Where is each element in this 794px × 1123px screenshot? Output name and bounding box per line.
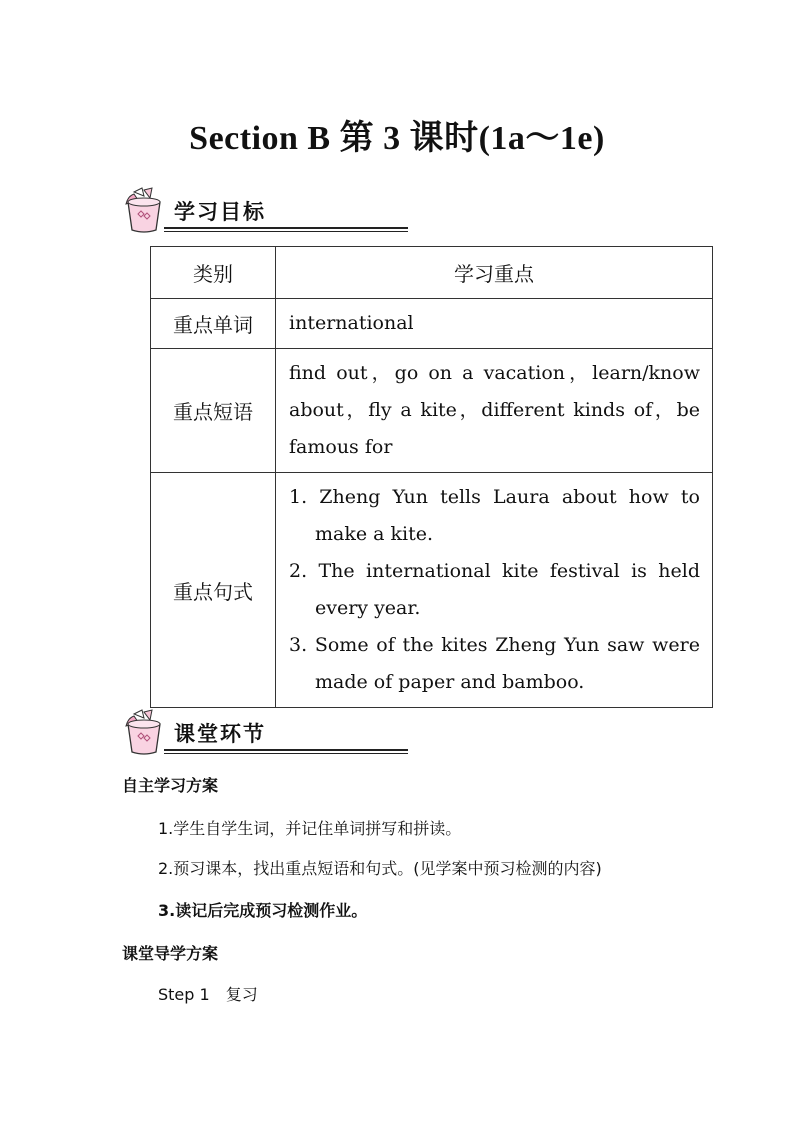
column-header-category: 类别	[151, 247, 276, 299]
section-header-classroom	[118, 708, 298, 758]
self-study-heading: 自主学习方案	[122, 776, 219, 795]
step-label: Step 1 复习	[158, 985, 258, 1004]
list-item: 3. Some of the kites Zheng Yun saw were made of paper and bamboo.	[289, 634, 700, 693]
page-title: Section B 第 3 课时(1a～1e)	[189, 120, 605, 157]
row-content: international	[276, 299, 713, 349]
list-item: 3.读记后完成预习检测作业。	[158, 901, 368, 920]
table-row	[151, 473, 713, 708]
row-category: 重点句式	[151, 473, 276, 708]
goals-table	[150, 246, 713, 708]
row-category: 重点单词	[151, 299, 276, 349]
list-item: 2. The international kite festival is held every year.	[289, 560, 700, 619]
table-header-row	[151, 247, 713, 299]
row-content	[276, 473, 713, 708]
row-content: find out，go on a vacation，learn/know about，fly a kite，different kinds of，be famous for	[276, 349, 713, 473]
list-item: 1. Zheng Yun tells Laura about how to make a kite.	[289, 486, 700, 545]
list-item: 2.预习课本，找出重点短语和句式。(见学案中预习检测的内容)	[158, 859, 602, 878]
row-category: 重点短语	[151, 349, 276, 473]
section-label-classroom: 课堂环节	[174, 722, 266, 746]
pen-holder-icon	[118, 708, 170, 758]
section-header-goals	[118, 186, 298, 236]
divider	[164, 753, 408, 754]
guided-study-heading: 课堂导学方案	[122, 944, 219, 963]
table-row	[151, 349, 713, 473]
list-item: 1.学生自学生词，并记住单词拼写和拼读。	[158, 819, 462, 838]
divider	[164, 231, 408, 232]
divider	[164, 227, 408, 229]
section-label-goals: 学习目标	[174, 200, 266, 224]
sentence-list	[289, 479, 700, 701]
divider	[164, 749, 408, 751]
pen-holder-icon	[118, 186, 170, 236]
table-row	[151, 299, 713, 349]
column-header-focus: 学习重点	[276, 247, 713, 299]
